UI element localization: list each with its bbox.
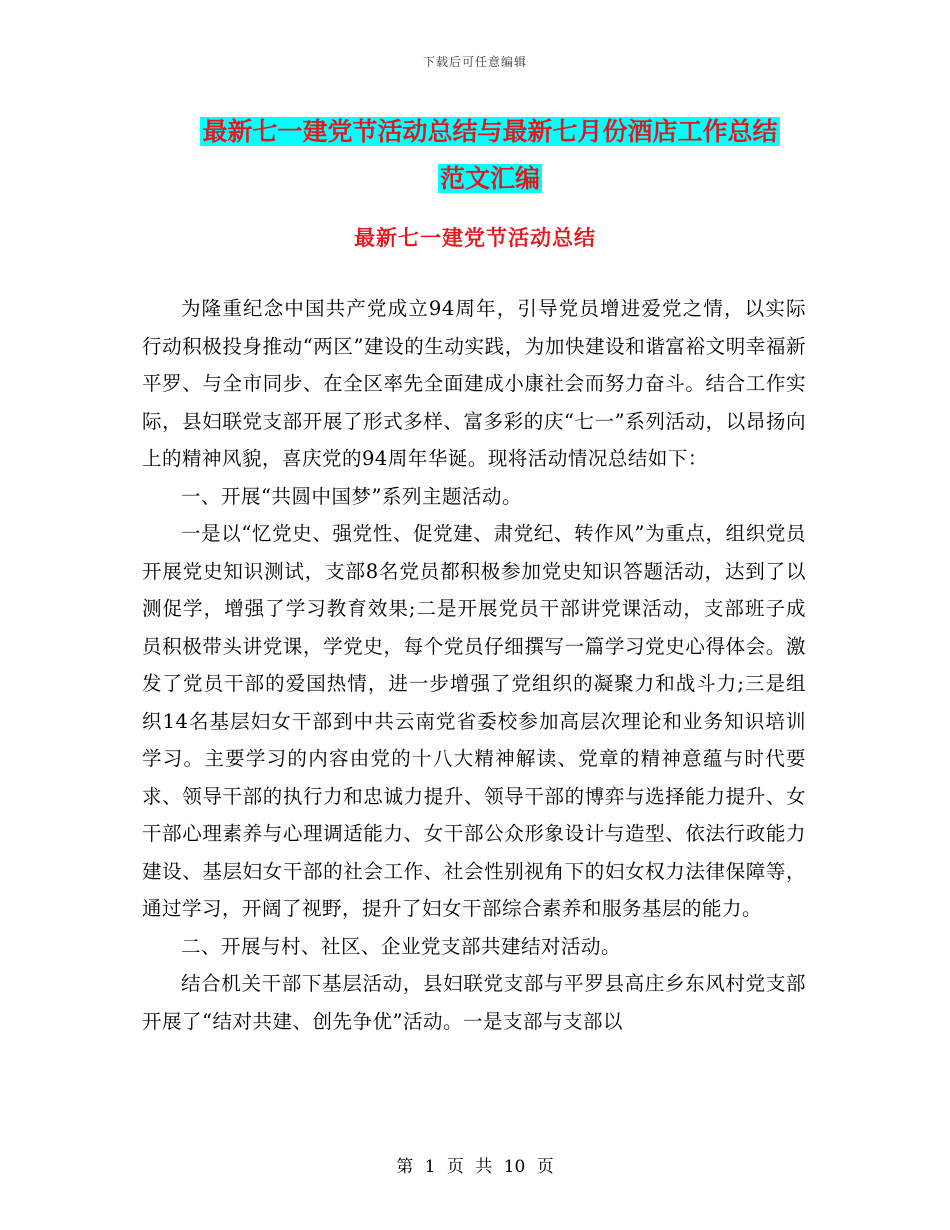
document-title-line-2: 范文汇编 bbox=[439, 164, 540, 193]
paragraph-intro: 为隆重纪念中国共产党成立94周年，引导党员增进爱党之情，以实际行动积极投身推动“两区”建设的生动实践，为加快建设和谐富裕文明幸福新平罗、与全市同步、在全区率先全面建成小康社会而努力奋斗。结合工作实际，县妇联党支部开展了形式多样、富多彩的庆“七一”系列活动，以昂扬向上的精神风貌，喜庆党的94周年华诞。现将活动情况总结如下： bbox=[142, 297, 806, 470]
paragraph-heading-1: 一、开展“共圆中国梦”系列主题活动。 bbox=[181, 484, 522, 508]
document-title bbox=[140, 108, 840, 202]
paragraph-activity-1: 一是以“忆党史、强党性、促党建、肃党纪、转作风”为重点，组织党员开展党史知识测试，支部8名党员都积极参加党史知识答题活动，达到了以测促学，增强了学习教育效果;二是开展党员干部讲党课活动，支部班子成员积极带头讲党课，学党史，每个党员仔细撰写一篇学习党史心得体会。激发了党员干部的爱国热情，进一步增强了党组织的凝聚力和战斗力;三是组织14名基层妇女干部到中共云南党省委校参加高层次理论和业务知识培训学习。主要学习的内容由党的十八大精神解读、党章的精神意蕴与时代要求、领导干部的执行力和忠诚力提升、领导干部的博弈与选择能力提升、女干部心理素养与心理调适能力、女干部公众形象设计与造型、依法行政能力建设、基层妇女干部的社会工作、社会性别视角下的妇女权力法律保障等，通过学习，开阔了视野，提升了妇女干部综合素养和服务基层的能力。 bbox=[142, 522, 806, 920]
page-number-footer: 第 1 页 共 10 页 bbox=[396, 1157, 554, 1177]
section-title: 最新七一建党节活动总结 bbox=[354, 225, 596, 250]
paragraph-heading-2: 二、开展与村、社区、企业党支部共建结对活动。 bbox=[181, 934, 622, 958]
paragraph-activity-2: 结合机关干部下基层活动，县妇联党支部与平罗县高庄乡东风村党支部开展了“结对共建、创先争优”活动。一是支部与支部以 bbox=[142, 972, 806, 1033]
document-title-line-1: 最新七一建党节活动总结与最新七月份酒店工作总结 bbox=[202, 117, 778, 146]
page-header-note: 下载后可任意编辑 bbox=[422, 55, 527, 69]
document-body bbox=[142, 290, 806, 1040]
